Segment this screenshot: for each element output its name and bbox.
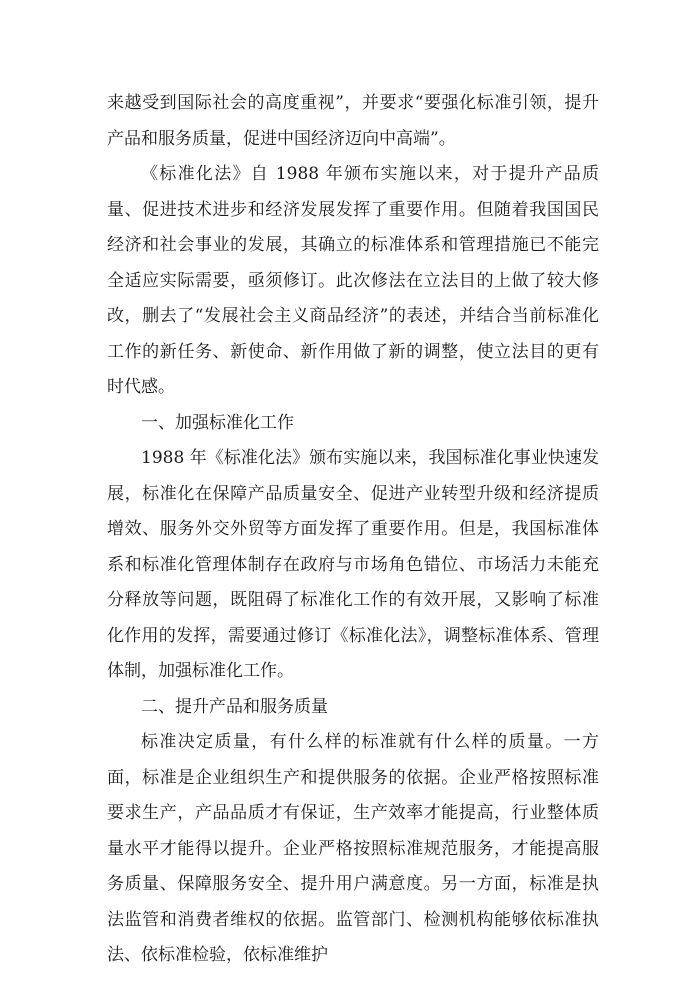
section-heading-improve-quality: 二、提升产品和服务质量 <box>141 696 328 717</box>
paragraph-strengthen-standardization: 1988 年《标准化法》颁布实施以来，我国标准化事业快速发展，标准化在保障产品质量安全、促进产业转型升级和经济提质增效、服务外交外贸等方面发挥了重要作用。但是，我国标准体系和标准化管理体制存在政府与市场角色错位、市场活力未能充分释放等问题，既阻碍了标准化工作的有效开展，又影响了标准化作用的发挥，需要通过修订《标准化法》，调整标准体系、管理体制，加强标准化工作。 <box>107 448 599 681</box>
document-body <box>107 86 599 974</box>
section-heading-strengthen-standardization: 一、加强标准化工作 <box>141 412 294 433</box>
paragraph-standardization-law-history: 《标准化法》自 1988 年颁布实施以来，对于提升产品质量、促进技术进步和经济发展发挥了重要作用。但随着我国国民经济和社会事业的发展，其确立的标准体系和管理措施已不能完全适应实际需要，亟须修订。此次修法在立法目的上做了较大修改，删去了“发展社会主义商品经济”的表述，并结合当前标准化工作的新任务、新使命、新作用做了新的调整，使立法目的更有时代感。 <box>107 164 599 397</box>
paragraph-improve-quality: 标准决定质量，有什么样的标准就有什么样的质量。一方面，标准是企业组织生产和提供服务的依据。企业严格按照标准要求生产，产品品质才有保证，生产效率才能提高，行业整体质量水平才能得以提升。企业严格按照标准规范服务，才能提高服务质量、保障服务安全、提升用户满意度。另一方面，标准是执法监管和消费者维权的依据。监管部门、检测机构能够依标准执法、依标准检验，依标准维护 <box>107 732 599 965</box>
paragraph-continuation: 来越受到国际社会的高度重视”，并要求“要强化标准引领，提升产品和服务质量，促进中国经济迈向中高端”。 <box>107 93 599 149</box>
